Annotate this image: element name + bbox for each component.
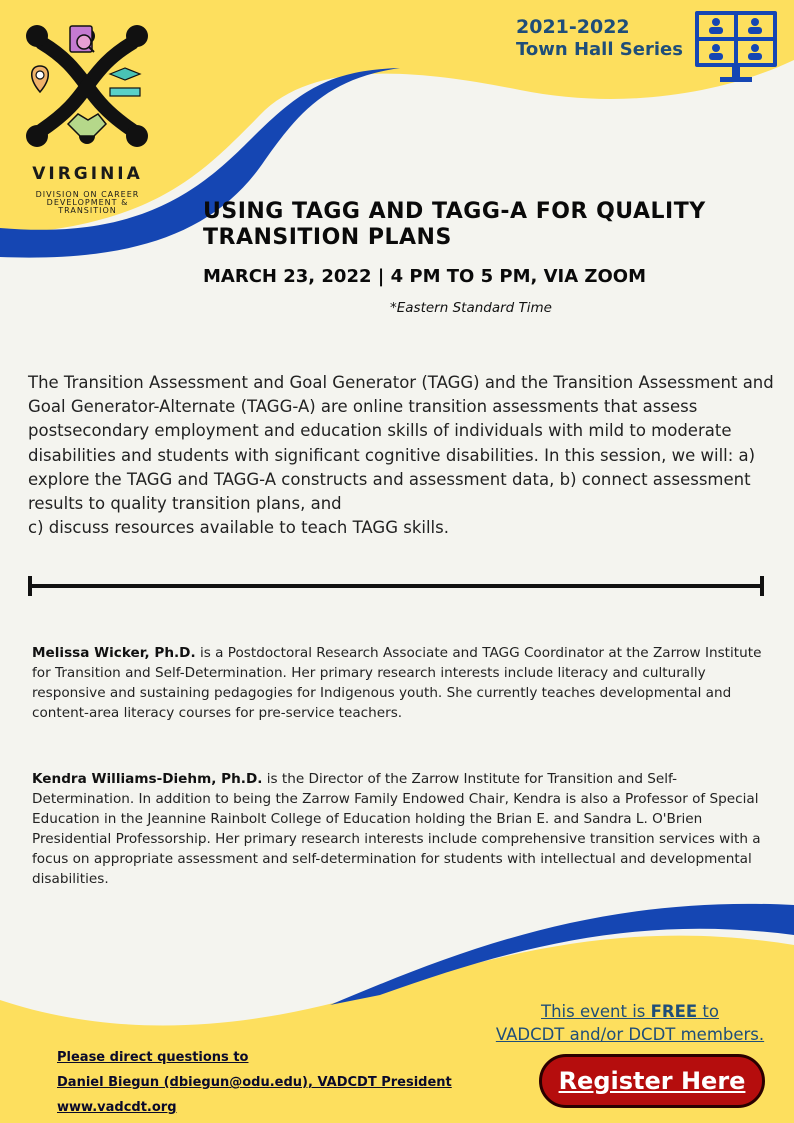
org-name: VIRGINIA	[32, 164, 143, 184]
handshake-icon	[68, 114, 106, 136]
divider	[28, 584, 764, 588]
video-conference-icon	[694, 10, 778, 84]
free-note-pre: This event is	[541, 1002, 651, 1021]
vadcdt-logo	[22, 18, 152, 153]
speaker-name: Kendra Williams-Diehm, Ph.D.	[32, 771, 263, 787]
register-button[interactable]: Register Here	[539, 1054, 765, 1108]
series-year: 2021-2022	[516, 16, 630, 38]
graduation-cap-icon	[110, 68, 140, 96]
speaker-bio-text: is a Postdoctoral Research Associate and TAGG Coordinator at the Zarrow Institute for Transition and Self-Determination. Her primary research interests include literacy and culturally responsive and sustaining pedagogies for Indigenous youth. She currently teaches developmental and content-area literacy courses for pre-service teachers.	[32, 645, 762, 721]
divider-cap-right	[760, 576, 764, 596]
free-note-post: to	[697, 1002, 719, 1021]
contact-email-link[interactable]: Daniel Biegun (dbiegun@odu.edu), VADCDT President	[57, 1075, 452, 1090]
event-title: USING TAGG AND TAGG-A FOR QUALITY TRANSITION PLANS	[203, 199, 706, 250]
event-description	[28, 371, 780, 540]
speaker-name: Melissa Wicker, Ph.D.	[32, 645, 196, 661]
org-subtitle-line: DEVELOPMENT &	[46, 198, 129, 207]
contact-line: Please direct questions to	[57, 1050, 249, 1065]
event-date: MARCH 23, 2022 | 4 PM TO 5 PM, VIA ZOOM	[203, 266, 647, 287]
org-subtitle-line: DIVISION ON CAREER	[35, 190, 140, 199]
free-note-line2: VADCDT and/or DCDT members.	[495, 1025, 765, 1044]
description-paragraph: c) discuss resources available to teach TAGG skills.	[28, 518, 449, 538]
document-search-icon	[70, 26, 94, 52]
speaker-bio	[32, 769, 772, 889]
event-timezone: *Eastern Standard Time	[390, 300, 552, 316]
speaker-bio-text: is the Director of the Zarrow Institute for Transition and Self-Determination. In addition to being the Zarrow Family Endowed Chair, Kendra is also a Professor of Special Education in the Jeannine Rainbolt College of Education holding the Brian E. and Sandra L. O'Brien Presidential Professorship. Her primary research interests include comprehensive transition services with a focus on appropriate assessment and self-determination for students with intellectual and developmental disabilities.	[32, 771, 761, 887]
series-name: Town Hall Series	[516, 39, 683, 60]
free-event-link[interactable]	[470, 1000, 790, 1046]
divider-cap-left	[28, 576, 32, 596]
org-subtitle-line: TRANSITION	[58, 206, 117, 215]
free-note-free: FREE	[650, 1002, 698, 1021]
description-paragraph: The Transition Assessment and Goal Generator (TAGG) and the Transition Assessment and Goal Generator-Alternate (TAGG-A) are online transition assessments that assess postsecondary employment and education skills of individuals with mild to moderate disabilities and students with significant cognitive disabilities. In this session, we will: a) explore the TAGG and TAGG-A constructs and assessment data, b) connect assessment results to quality transition plans, and	[28, 373, 774, 514]
website-link[interactable]: www.vadcdt.org	[57, 1100, 177, 1115]
contact-info	[57, 1045, 452, 1120]
speaker-bio	[32, 643, 772, 723]
org-subtitle	[10, 191, 165, 215]
location-pin-icon	[32, 66, 49, 92]
